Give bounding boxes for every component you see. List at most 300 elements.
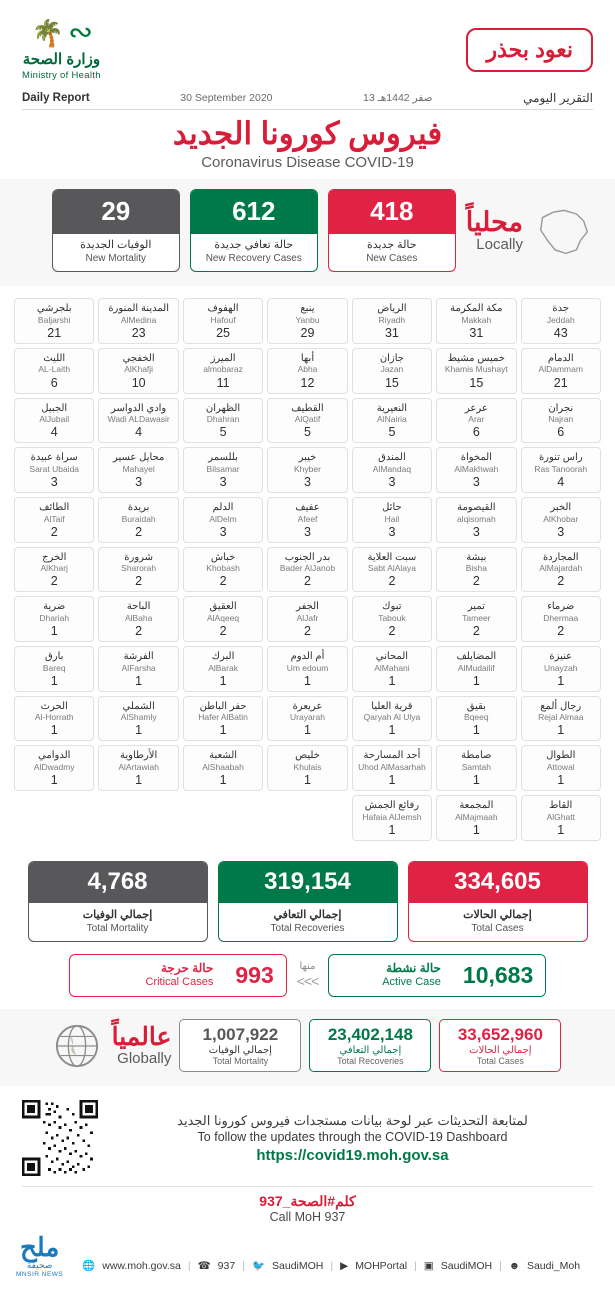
daily-report-label-ar: التقرير اليومي — [523, 91, 593, 105]
region-name-ar: حفر الباطن — [199, 700, 247, 712]
region-name-ar: الليث — [43, 352, 66, 364]
active-cases-box — [328, 954, 546, 997]
region-case-count: 4 — [135, 425, 143, 440]
region-name-ar: رجال ألمع — [540, 700, 582, 712]
region-name-ar: الحرث — [40, 700, 68, 712]
dashboard-text-en: To follow the updates through the COVID-19 Dashboard — [197, 1129, 508, 1144]
region-cell — [183, 447, 263, 493]
region-name-en: AlKharj — [40, 563, 68, 574]
region-case-count: 1 — [50, 624, 58, 639]
region-case-count: 1 — [135, 673, 143, 688]
ministry-name-en: Ministry of Health — [22, 70, 101, 81]
region-name-en: AlDelm — [209, 513, 237, 524]
region-name-en: AlDwadmy — [33, 761, 75, 772]
of-which-chevrons: <<< — [296, 973, 319, 990]
region-cell — [98, 696, 178, 742]
region-cell — [98, 348, 178, 394]
region-cell — [14, 447, 94, 493]
region-case-count: 5 — [388, 425, 396, 440]
region-cell — [352, 348, 432, 394]
region-name-en: AL-Laith — [38, 364, 71, 375]
region-case-count: 5 — [304, 425, 311, 440]
region-case-count: 6 — [50, 375, 58, 390]
of-which-marker — [297, 961, 319, 990]
region-case-count: 2 — [304, 624, 311, 639]
region-case-count: 2 — [472, 574, 480, 589]
locally-heading — [465, 206, 527, 253]
region-name-en: Tameer — [462, 612, 491, 623]
region-case-count: 3 — [472, 475, 480, 489]
region-name-en: AlQatif — [294, 414, 321, 425]
region-cell — [14, 398, 94, 444]
region-cell — [98, 447, 178, 493]
region-name-en: AlKhobar — [543, 513, 579, 524]
region-name-ar: القيصومة — [457, 502, 496, 513]
region-name-en: alqisomah — [456, 513, 496, 524]
stat-new-recoveries — [190, 189, 318, 272]
region-name-en: Hail — [384, 513, 400, 524]
instagram-icon: ▣ — [423, 1259, 434, 1272]
region-cell — [436, 646, 516, 692]
region-name-ar: الجبيل — [41, 402, 68, 414]
region-cell — [436, 298, 516, 344]
region-name-ar: الفرشة — [123, 651, 154, 663]
global-total-recoveries-label-en: Total Recoveries — [337, 1056, 404, 1067]
phone-number[interactable]: 937 — [217, 1259, 236, 1272]
total-mortality-box — [28, 861, 208, 942]
call-hashtag-ar: كلم#الصحة_937 — [259, 1193, 356, 1210]
global-total-mortality-label-en: Total Mortality — [212, 1056, 269, 1067]
region-cell — [183, 497, 263, 543]
region-case-count: 1 — [304, 723, 311, 738]
region-cell — [98, 745, 178, 791]
region-name-en: Bilsamar — [206, 463, 240, 474]
total-mortality-value: 4,768 — [29, 862, 207, 903]
region-name-ar: الدلم — [212, 502, 234, 513]
region-case-count: 2 — [50, 574, 58, 589]
region-name-en: Urayarah — [290, 712, 325, 723]
region-name-ar: الدوامي — [38, 750, 71, 762]
region-cell — [183, 646, 263, 692]
region-name-ar: الظهران — [205, 402, 241, 414]
stat-new-mortality-label-ar: الوفيات الجديدة — [80, 239, 152, 251]
region-cell — [436, 696, 516, 742]
region-name-en: AlKhafji — [124, 364, 154, 375]
region-name-ar: الطائف — [39, 502, 70, 513]
region-name-ar: عرعر — [464, 402, 488, 414]
region-case-count: 3 — [219, 524, 227, 539]
footer-sep-1: | — [187, 1259, 191, 1272]
stat-new-recoveries-label-ar: حالة تعافي جديدة — [214, 239, 294, 251]
news-logo — [16, 1234, 63, 1278]
region-case-count: 3 — [135, 475, 143, 489]
globally-heading — [112, 1024, 172, 1067]
region-case-count: 43 — [553, 325, 568, 340]
region-name-en: almobaraz — [203, 364, 243, 375]
region-name-ar: سبت العلاية — [367, 551, 417, 563]
region-case-count: 1 — [388, 773, 396, 788]
region-column-5 — [183, 298, 263, 841]
stat-new-mortality — [52, 189, 180, 272]
region-cell — [436, 547, 516, 593]
region-name-ar: الخرج — [42, 551, 67, 563]
globally-summary — [0, 1009, 615, 1086]
region-name-en: Sharorah — [121, 563, 157, 574]
region-name-en: AlJafr — [296, 612, 319, 623]
report-date-ar: 13 صفر 1442هـ — [363, 92, 433, 104]
globally-heading-en: Globally — [117, 1050, 172, 1068]
region-case-count: 2 — [388, 624, 396, 639]
page-header — [0, 0, 615, 87]
subtotals-row — [0, 946, 615, 1009]
stat-new-mortality-value: 29 — [53, 190, 179, 234]
region-name-ar: الدمام — [547, 352, 574, 364]
region-case-count: 1 — [472, 822, 480, 837]
report-meta — [0, 87, 615, 105]
page-title-ar: فيروس كورونا الجديد — [172, 116, 443, 151]
region-name-ar: بيشة — [466, 551, 487, 563]
region-name-ar: أحد المسارحة — [363, 750, 421, 762]
region-cell — [14, 547, 94, 593]
region-cell — [98, 398, 178, 444]
region-name-ar: الميرز — [210, 352, 236, 364]
footer-sep-4: | — [414, 1259, 417, 1272]
region-name-en: AlMajmaah — [455, 811, 498, 822]
region-cell — [352, 298, 432, 344]
region-name-ar: النعيرية — [376, 402, 408, 414]
region-case-count: 1 — [388, 822, 396, 837]
region-cell — [183, 696, 263, 742]
region-name-ar: وادي الدواسر — [111, 402, 167, 414]
region-case-count: 2 — [557, 624, 565, 639]
region-name-en: AlFarsha — [121, 662, 156, 673]
region-name-ar: الجفر — [296, 601, 319, 613]
region-cell — [98, 497, 178, 543]
snapchat-handle[interactable]: Saudi_Moh — [526, 1259, 581, 1272]
region-name-en: Makkah — [461, 314, 492, 325]
region-case-count: 21 — [47, 325, 62, 340]
globe-small-icon: 🌐 — [82, 1260, 96, 1273]
twitter-handle[interactable]: SaudiMOH — [272, 1259, 324, 1272]
call-label-en: Call MoH 937 — [269, 1210, 346, 1225]
footer-sep-5: | — [499, 1259, 502, 1272]
region-cell — [352, 447, 432, 493]
region-name-ar: عفيف — [295, 502, 320, 513]
region-cell — [352, 547, 432, 593]
region-case-count: 1 — [557, 822, 565, 837]
region-name-en: AlTaif — [43, 513, 65, 524]
region-case-count: 15 — [469, 375, 484, 390]
region-cell — [521, 745, 601, 791]
region-name-en: Jazan — [380, 364, 404, 375]
region-name-en: AlMandaq — [372, 463, 412, 474]
region-name-ar: رفائع الجمش — [364, 800, 420, 812]
moh-logo — [22, 18, 101, 81]
region-name-ar: المحاني — [375, 651, 409, 663]
region-cell — [267, 298, 347, 344]
region-cell — [183, 596, 263, 642]
region-cell — [267, 447, 347, 493]
dashboard-text — [112, 1113, 593, 1164]
global-total-cases-value: 33,652,960 — [457, 1025, 543, 1045]
region-cell — [352, 596, 432, 642]
region-case-count: 3 — [557, 524, 565, 539]
region-case-count: 5 — [219, 425, 227, 440]
moh-logo-mark — [32, 18, 92, 48]
region-case-count: 1 — [304, 673, 311, 688]
region-cell — [267, 696, 347, 742]
region-name-en: Uhod AlMasarhah — [358, 761, 426, 772]
region-name-ar: عريعرة — [292, 700, 323, 712]
region-name-ar: البرك — [211, 651, 235, 663]
region-cell — [352, 646, 432, 692]
total-recoveries-label-ar: إجمالي التعافي — [273, 908, 342, 921]
region-cell — [267, 497, 347, 543]
region-case-count: 1 — [388, 673, 396, 688]
region-case-count: 1 — [472, 773, 480, 788]
moh-swoosh-icon: ∾ — [68, 16, 92, 49]
dashboard-text-ar: لمتابعة التحديثات عبر لوحة بيانات مستجدات فيروس كورونا الجديد — [177, 1112, 528, 1128]
region-name-en: Wadi ALDawasir — [107, 414, 170, 425]
region-name-ar: أم الدوم — [290, 651, 325, 663]
snapchat-icon: ☻ — [508, 1259, 520, 1272]
region-cell — [183, 745, 263, 791]
region-name-ar: عنيزة — [549, 651, 573, 663]
portal-handle[interactable]: MOHPortal — [355, 1259, 408, 1272]
region-name-ar: الرياض — [377, 303, 407, 315]
region-name-ar: صامطة — [461, 750, 492, 762]
region-name-ar: خيبر — [298, 452, 317, 464]
dashboard-section — [0, 1086, 615, 1186]
region-case-count: 1 — [557, 723, 565, 738]
region-name-en: Dhermaa — [543, 612, 579, 623]
social-links — [63, 1259, 599, 1278]
region-case-count: 4 — [50, 425, 58, 440]
region-case-count: 2 — [472, 624, 480, 639]
region-case-count: 1 — [135, 723, 143, 738]
region-name-ar: العقيق — [209, 601, 237, 613]
region-cell — [521, 696, 601, 742]
global-total-recoveries-value: 23,402,148 — [327, 1025, 413, 1045]
globally-heading-ar: عالمياً — [111, 1022, 172, 1051]
critical-cases-box — [69, 954, 287, 997]
region-case-count: 23 — [131, 325, 146, 340]
region-name-ar: القطيف — [291, 402, 324, 414]
region-name-en: Mahayel — [122, 463, 155, 474]
stat-new-cases-label-ar: حالة جديدة — [366, 239, 417, 251]
region-case-count: 2 — [135, 524, 143, 539]
region-name-ar: ينبع — [300, 303, 315, 315]
total-recoveries-label-en: Total Recoveries — [270, 923, 345, 935]
region-case-count: 1 — [557, 773, 565, 788]
instagram-handle[interactable]: SaudiMOH — [440, 1259, 493, 1272]
region-case-count: 3 — [304, 524, 311, 539]
region-cell — [267, 547, 347, 593]
region-name-en: AlShaabah — [202, 761, 244, 772]
region-column-2 — [436, 298, 516, 841]
region-case-count: 31 — [384, 325, 399, 340]
region-name-ar: المدينة المنورة — [108, 303, 169, 315]
region-cell — [436, 795, 516, 841]
region-cell — [521, 596, 601, 642]
total-cases-value: 334,605 — [409, 862, 587, 903]
stat-new-cases — [328, 189, 456, 272]
region-case-count: 29 — [300, 325, 315, 340]
region-case-count: 1 — [557, 673, 565, 688]
region-cell — [352, 497, 432, 543]
region-case-count: 1 — [219, 723, 227, 738]
region-cell — [267, 596, 347, 642]
region-case-count: 2 — [388, 574, 396, 589]
region-case-count: 1 — [50, 673, 58, 688]
region-name-en: AlMudailif — [457, 662, 495, 673]
region-cell — [183, 398, 263, 444]
region-name-en: Khamis Mushayt — [444, 364, 508, 375]
region-name-ar: القاط — [549, 800, 573, 812]
region-name-ar: تبوك — [382, 601, 402, 613]
campaign-badge — [466, 28, 593, 72]
region-column-1 — [521, 298, 601, 841]
region-name-ar: محايل عسير — [112, 452, 165, 464]
region-name-ar: المجاردة — [542, 551, 579, 563]
footer-sep-3: | — [330, 1259, 334, 1272]
region-name-ar: المندق — [378, 452, 406, 464]
region-case-count: 2 — [219, 574, 227, 589]
region-case-count: 6 — [557, 425, 565, 440]
region-name-en: Attowal — [546, 761, 575, 772]
region-name-ar: بدر الجنوب — [284, 551, 331, 563]
region-name-en: Riyadh — [378, 314, 406, 325]
stat-new-cases-label-en: New Cases — [366, 252, 418, 264]
page-title-en: Coronavirus Disease COVID-19 — [201, 154, 414, 171]
region-name-en: Khobash — [206, 563, 240, 574]
region-name-en: AlMajardah — [539, 563, 583, 574]
totals-row — [0, 847, 615, 946]
region-case-count: 1 — [219, 673, 227, 688]
region-case-count: 21 — [553, 375, 568, 390]
region-cell — [98, 298, 178, 344]
palm-swords-icon: 🌴 — [31, 18, 65, 48]
region-name-ar: ضرية — [43, 601, 66, 613]
stat-new-recoveries-label-en: New Recovery Cases — [205, 252, 302, 264]
region-name-en: AlMakhwah — [454, 463, 499, 474]
region-name-ar: الأرطاوية — [120, 750, 158, 762]
call-section — [22, 1186, 593, 1232]
region-cell — [521, 646, 601, 692]
region-cell — [267, 646, 347, 692]
region-name-ar: الشملي — [122, 700, 155, 712]
saudi-map-icon — [537, 205, 591, 257]
of-which-label-ar: منها — [299, 961, 316, 973]
region-case-count: 1 — [135, 773, 143, 788]
region-name-en: AlMahani — [374, 662, 410, 673]
region-name-en: Bareq — [42, 662, 66, 673]
region-case-count: 2 — [135, 624, 143, 639]
locally-heading-en: Locally — [476, 235, 523, 253]
youtube-icon: ▶ — [340, 1259, 349, 1272]
region-cell — [521, 497, 601, 543]
region-cell — [98, 596, 178, 642]
region-name-ar: الشعبة — [209, 750, 238, 762]
region-name-en: AlShamly — [120, 712, 157, 723]
region-name-ar: بلجرشي — [36, 303, 72, 315]
region-name-ar: الخبر — [550, 502, 572, 513]
region-name-ar: المخواة — [460, 452, 492, 464]
region-name-en: Unayzah — [543, 662, 578, 673]
region-name-ar: أبها — [300, 352, 315, 364]
region-cell — [267, 348, 347, 394]
total-mortality-label-ar: إجمالي الوفيات — [82, 908, 153, 921]
regions-grid — [0, 286, 615, 847]
region-name-ar: جازان — [379, 352, 404, 364]
global-total-cases-label-ar: إجمالي الحالات — [469, 1045, 532, 1057]
region-name-ar: راس تنورة — [538, 452, 583, 464]
region-case-count: 3 — [219, 475, 227, 489]
region-cell — [183, 547, 263, 593]
region-name-en: Hafaia AlJemsh — [362, 811, 422, 822]
global-total-mortality-box — [179, 1019, 301, 1072]
region-cell — [521, 298, 601, 344]
region-name-ar: الخفجي — [122, 352, 155, 364]
region-name-ar: خباش — [210, 551, 236, 563]
region-case-count: 1 — [304, 773, 311, 788]
region-name-en: AlArtawiah — [118, 761, 159, 772]
region-name-en: Afeef — [297, 513, 318, 524]
daily-report-label-en: Daily Report — [22, 92, 90, 104]
total-cases-label-en: Total Cases — [471, 923, 524, 935]
region-cell — [98, 646, 178, 692]
active-cases-label-ar: حالة نشطة — [386, 961, 441, 976]
active-cases-value: 10,683 — [451, 955, 545, 996]
region-name-en: Khulais — [293, 761, 322, 772]
region-name-en: Khyber — [294, 463, 321, 474]
region-case-count: 2 — [50, 524, 58, 539]
locally-heading-ar: محلياً — [465, 206, 523, 237]
region-name-en: Sabt AlAlaya — [367, 563, 417, 574]
region-name-ar: الهفوف — [207, 303, 239, 315]
region-cell — [267, 745, 347, 791]
region-name-ar: الطوال — [546, 750, 576, 762]
region-cell — [436, 745, 516, 791]
global-total-recoveries-label-ar: إجمالي التعافي — [339, 1045, 402, 1057]
news-logo-mark: ملح — [19, 1232, 60, 1263]
region-name-en: Bqeeq — [464, 712, 489, 723]
region-name-en: Hafouf — [210, 314, 236, 325]
campaign-label: نعود بحذر — [486, 36, 573, 62]
region-case-count: 1 — [50, 773, 58, 788]
region-name-en: Dhahran — [206, 414, 240, 425]
region-case-count: 15 — [384, 375, 399, 390]
region-case-count: 1 — [388, 723, 396, 738]
locally-summary — [0, 179, 615, 286]
region-cell — [352, 696, 432, 742]
region-name-en: Najran — [548, 414, 574, 425]
region-name-en: Samtah — [461, 761, 491, 772]
region-case-count: 11 — [216, 375, 230, 390]
stat-new-recoveries-value: 612 — [191, 190, 317, 234]
website-link[interactable]: www.moh.gov.sa — [102, 1259, 181, 1272]
region-name-en: Arar — [468, 414, 485, 425]
region-name-en: Tabouk — [378, 612, 406, 623]
region-cell — [14, 348, 94, 394]
region-case-count: 3 — [388, 475, 396, 489]
total-cases-label-ar: إجمالي الحالات — [463, 908, 532, 921]
stat-new-cases-value: 418 — [329, 190, 455, 234]
region-name-ar: الباحة — [126, 601, 151, 613]
dashboard-url-link[interactable]: https://covid19.moh.gov.sa — [256, 1146, 449, 1164]
region-name-ar: جدة — [552, 303, 570, 315]
region-name-en: Bader AlJanob — [279, 563, 336, 574]
